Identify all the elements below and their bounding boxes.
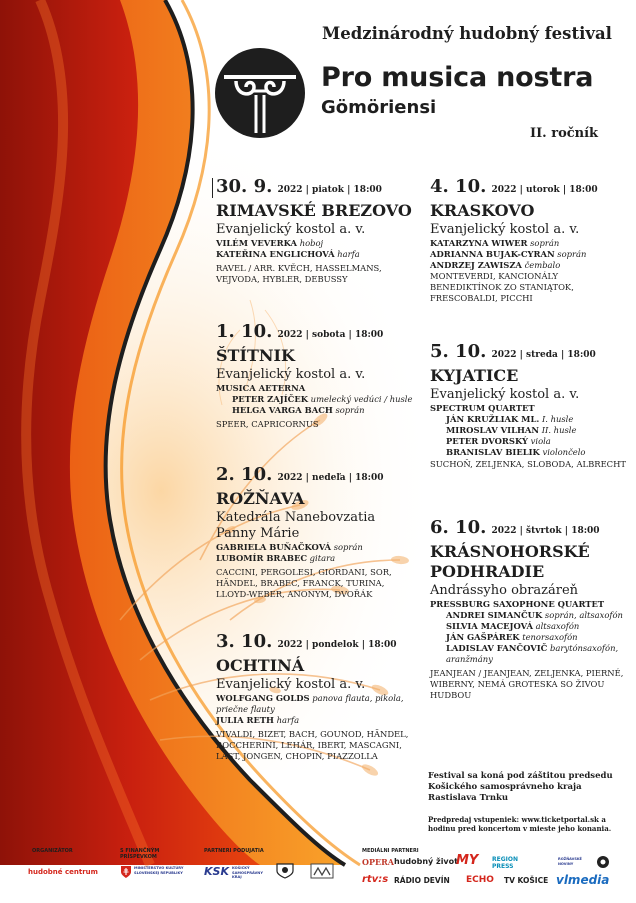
concert-town: KRASKOVO bbox=[430, 201, 535, 220]
concert-repertoire: SUCHOŇ, ZELJENKA, SLOBODA, ALBRECHT bbox=[430, 459, 626, 469]
concert-venue: Evanjelický kostol a. v. bbox=[430, 387, 580, 402]
festival-label: Medzinárodný hudobný festival bbox=[322, 24, 612, 43]
partners-label: PARTNERI PODUJATIA bbox=[204, 848, 264, 854]
ensemble-name: SPECTRUM QUARTET bbox=[430, 403, 535, 413]
ensemble-name: PRESSBURG SAXOPHONE QUARTET bbox=[430, 599, 605, 609]
round-media-icon bbox=[596, 855, 610, 869]
ministry-of-culture-logo: MINISTERSTVO KULTÚRY SLOVENSKEJ REPUBLIKY bbox=[134, 866, 184, 875]
hudobny-zivot-logo: hudobný život bbox=[394, 857, 458, 866]
ksk-name: KOŠICKÝ SAMOSPRÁVNY KRAJ bbox=[232, 866, 263, 879]
column-logo-icon bbox=[214, 47, 306, 139]
concert-venue: Katedrála Nanebovzatia Panny Márie bbox=[216, 510, 376, 541]
concert-venue: Evanjelický kostol a. v. bbox=[216, 367, 366, 382]
concert-venue: Andrássyho obrazáreň bbox=[430, 583, 579, 598]
town-crest-icon bbox=[276, 863, 294, 879]
concert-meta: 2022 | streda | 18:00 bbox=[491, 350, 596, 360]
performer: JÁN GAŠPÁREK tenorsaxofón bbox=[446, 632, 578, 642]
performer: JÁN KRUŽLIAK ML. I. husle bbox=[446, 414, 574, 424]
concert-day: 30. 9. bbox=[216, 176, 273, 197]
concert-stitnik bbox=[216, 322, 414, 430]
concert-repertoire: JEANJEAN / JEANJEAN, ZELJENKA, PIERNÉ, WIBERNY, NEMÁ GROTESKA SO ŽIVOU HUDBOU bbox=[430, 668, 624, 700]
performer: PETER ZAJÍČEK umelecký vedúci / husle bbox=[232, 394, 413, 404]
patronage-note: Festival sa koná pod záštitou predsedu Košického samosprávneho kraja Rastislava Trnku bbox=[428, 771, 613, 803]
concert-day: 1. 10. bbox=[216, 321, 273, 342]
performer: ADRIANNA BUJAK-CYRAN soprán bbox=[430, 249, 587, 259]
concert-day: 5. 10. bbox=[430, 341, 487, 362]
vlmedia-logo: vlmedia bbox=[556, 873, 610, 887]
performer: BRANISLAV BIELIK violončelo bbox=[446, 447, 586, 457]
performer: ANDRZEJ ZAWISZA čembalo bbox=[430, 260, 561, 270]
concert-meta: 2022 | štvrtok | 18:00 bbox=[491, 526, 600, 536]
concert-town: KYJATICE bbox=[430, 366, 519, 385]
church-emblem-icon bbox=[310, 863, 334, 879]
performer: MIROSLAV VILHAN II. husle bbox=[446, 425, 577, 435]
festival-title: Pro musica nostra bbox=[321, 62, 594, 93]
performer: KATARZYNA WIWER soprán bbox=[430, 238, 560, 248]
hudobne-centrum-logo: hudobné centrum bbox=[28, 868, 98, 876]
performer: ANDREI SIMANČUK soprán, altsaxofón bbox=[446, 610, 623, 620]
ksk-logo: KSK bbox=[204, 865, 229, 878]
concert-meta: 2022 | sobota | 18:00 bbox=[277, 330, 384, 340]
concert-town: OCHTINÁ bbox=[216, 656, 305, 675]
funding-label: S FINANČNÝM PRÍSPEVKOM bbox=[120, 848, 160, 860]
concert-town: ROŽŇAVA bbox=[216, 489, 305, 508]
rtvs-logo: rtv:s bbox=[362, 874, 389, 885]
my-noviny-logo: MY bbox=[456, 853, 479, 868]
concert-meta: 2022 | pondelok | 18:00 bbox=[277, 640, 397, 650]
ensemble-name: MUSICA AETERNA bbox=[216, 383, 306, 393]
echo-logo: ECHO bbox=[466, 875, 494, 885]
concert-roznava bbox=[216, 465, 414, 600]
performer: PETER DVORSKÝ viola bbox=[446, 436, 551, 446]
opera-logo: OPERA bbox=[362, 857, 394, 867]
festival-subtitle: Gömöriensi bbox=[321, 97, 437, 118]
concert-day: 6. 10. bbox=[430, 517, 487, 538]
concert-repertoire: CACCINI, PERGOLESI, GIORDANI, SOR, HÄNDEL, BRABEC, FRANCK, TURINA, LLOYD-WEBER, ANONYM, DVOŘÁK bbox=[216, 567, 392, 599]
organizer-label: ORGANIZÁTOR bbox=[32, 848, 73, 854]
concert-venue: Evanjelický kostol a. v. bbox=[216, 677, 366, 692]
performer: SILVIA MACEJOVÁ altsaxofón bbox=[446, 621, 580, 631]
concert-day: 2. 10. bbox=[216, 464, 273, 485]
ticket-info: Predpredaj vstupeniek: www.ticketportal.sk a hodinu pred koncertom v mieste jeho konania. bbox=[428, 815, 612, 833]
concert-day: 3. 10. bbox=[216, 631, 273, 652]
radio-devin-logo: RÁDIO DEVÍN bbox=[394, 876, 450, 885]
concert-day: 4. 10. bbox=[430, 176, 487, 197]
region-press-logo: REGION PRESS bbox=[492, 856, 518, 870]
performer: LADISLAV FANČOVIČ barytónsaxofón, aranžmány bbox=[446, 643, 619, 664]
concert-repertoire: SPEER, CAPRICORNUS bbox=[216, 419, 319, 429]
concert-repertoire: RAVEL / ARR. KVĚCH, HASSELMANS, VEJVODA, HYBLER, DEBUSSY bbox=[216, 263, 382, 284]
date-marker bbox=[212, 178, 213, 198]
concert-meta: 2022 | utorok | 18:00 bbox=[491, 185, 598, 195]
edition-label: II. ročník bbox=[530, 126, 599, 141]
concert-krasnohorske-podhradie bbox=[430, 518, 628, 701]
performer: LUBOMÍR BRABEC gitara bbox=[216, 553, 336, 563]
performer: KATEŘINA ENGLICHOVÁ harfa bbox=[216, 249, 360, 259]
concert-meta: 2022 | piatok | 18:00 bbox=[277, 185, 382, 195]
concert-venue: Evanjelický kostol a. v. bbox=[216, 222, 366, 237]
performer: WOLFGANG GOLDS panova flauta, pikola, priečne flauty bbox=[216, 693, 404, 714]
roznavske-noviny-logo: ROŽŇAVSKÉ NOVINY bbox=[558, 857, 582, 866]
performer: JULIA RETH harfa bbox=[216, 715, 300, 725]
concert-ochtina bbox=[216, 632, 414, 762]
concert-venue: Evanjelický kostol a. v. bbox=[430, 222, 580, 237]
concert-rimavske-brezovo bbox=[216, 177, 414, 285]
concert-town: ŠTÍTNIK bbox=[216, 346, 295, 365]
media-partners-label: MEDIÁLNI PARTNERI bbox=[362, 848, 419, 854]
performer: VILÉM VEVERKA hoboj bbox=[216, 238, 324, 248]
concert-town: RIMAVSKÉ BREZOVO bbox=[216, 201, 412, 220]
slovak-coat-of-arms-icon bbox=[121, 866, 131, 878]
concert-meta: 2022 | nedeľa | 18:00 bbox=[277, 473, 384, 483]
performer: GABRIELA BUŇAČKOVÁ soprán bbox=[216, 542, 363, 552]
concert-town: KRÁSNOHORSKÉ PODHRADIE bbox=[430, 542, 590, 581]
concert-repertoire: VIVALDI, BIZET, BACH, GOUNOD, HÄNDEL, BOCCHERINI, LEHÁR, IBERT, MASCAGNI, LAST, JONGEN, CHOPIN, PIAZZOLLA bbox=[216, 729, 409, 761]
concert-kyjatice bbox=[430, 342, 628, 470]
concert-repertoire: MONTEVERDI, KANCIONÁLY BENEDIKTÍNOK ZO STANIĄTOK, FRESCOBALDI, PICCHI bbox=[430, 271, 574, 303]
tv-kosice-logo: TV KOŠICE bbox=[504, 876, 549, 885]
concert-kraskovo bbox=[430, 177, 628, 304]
performer: HELGA VARGA BACH soprán bbox=[232, 405, 365, 415]
